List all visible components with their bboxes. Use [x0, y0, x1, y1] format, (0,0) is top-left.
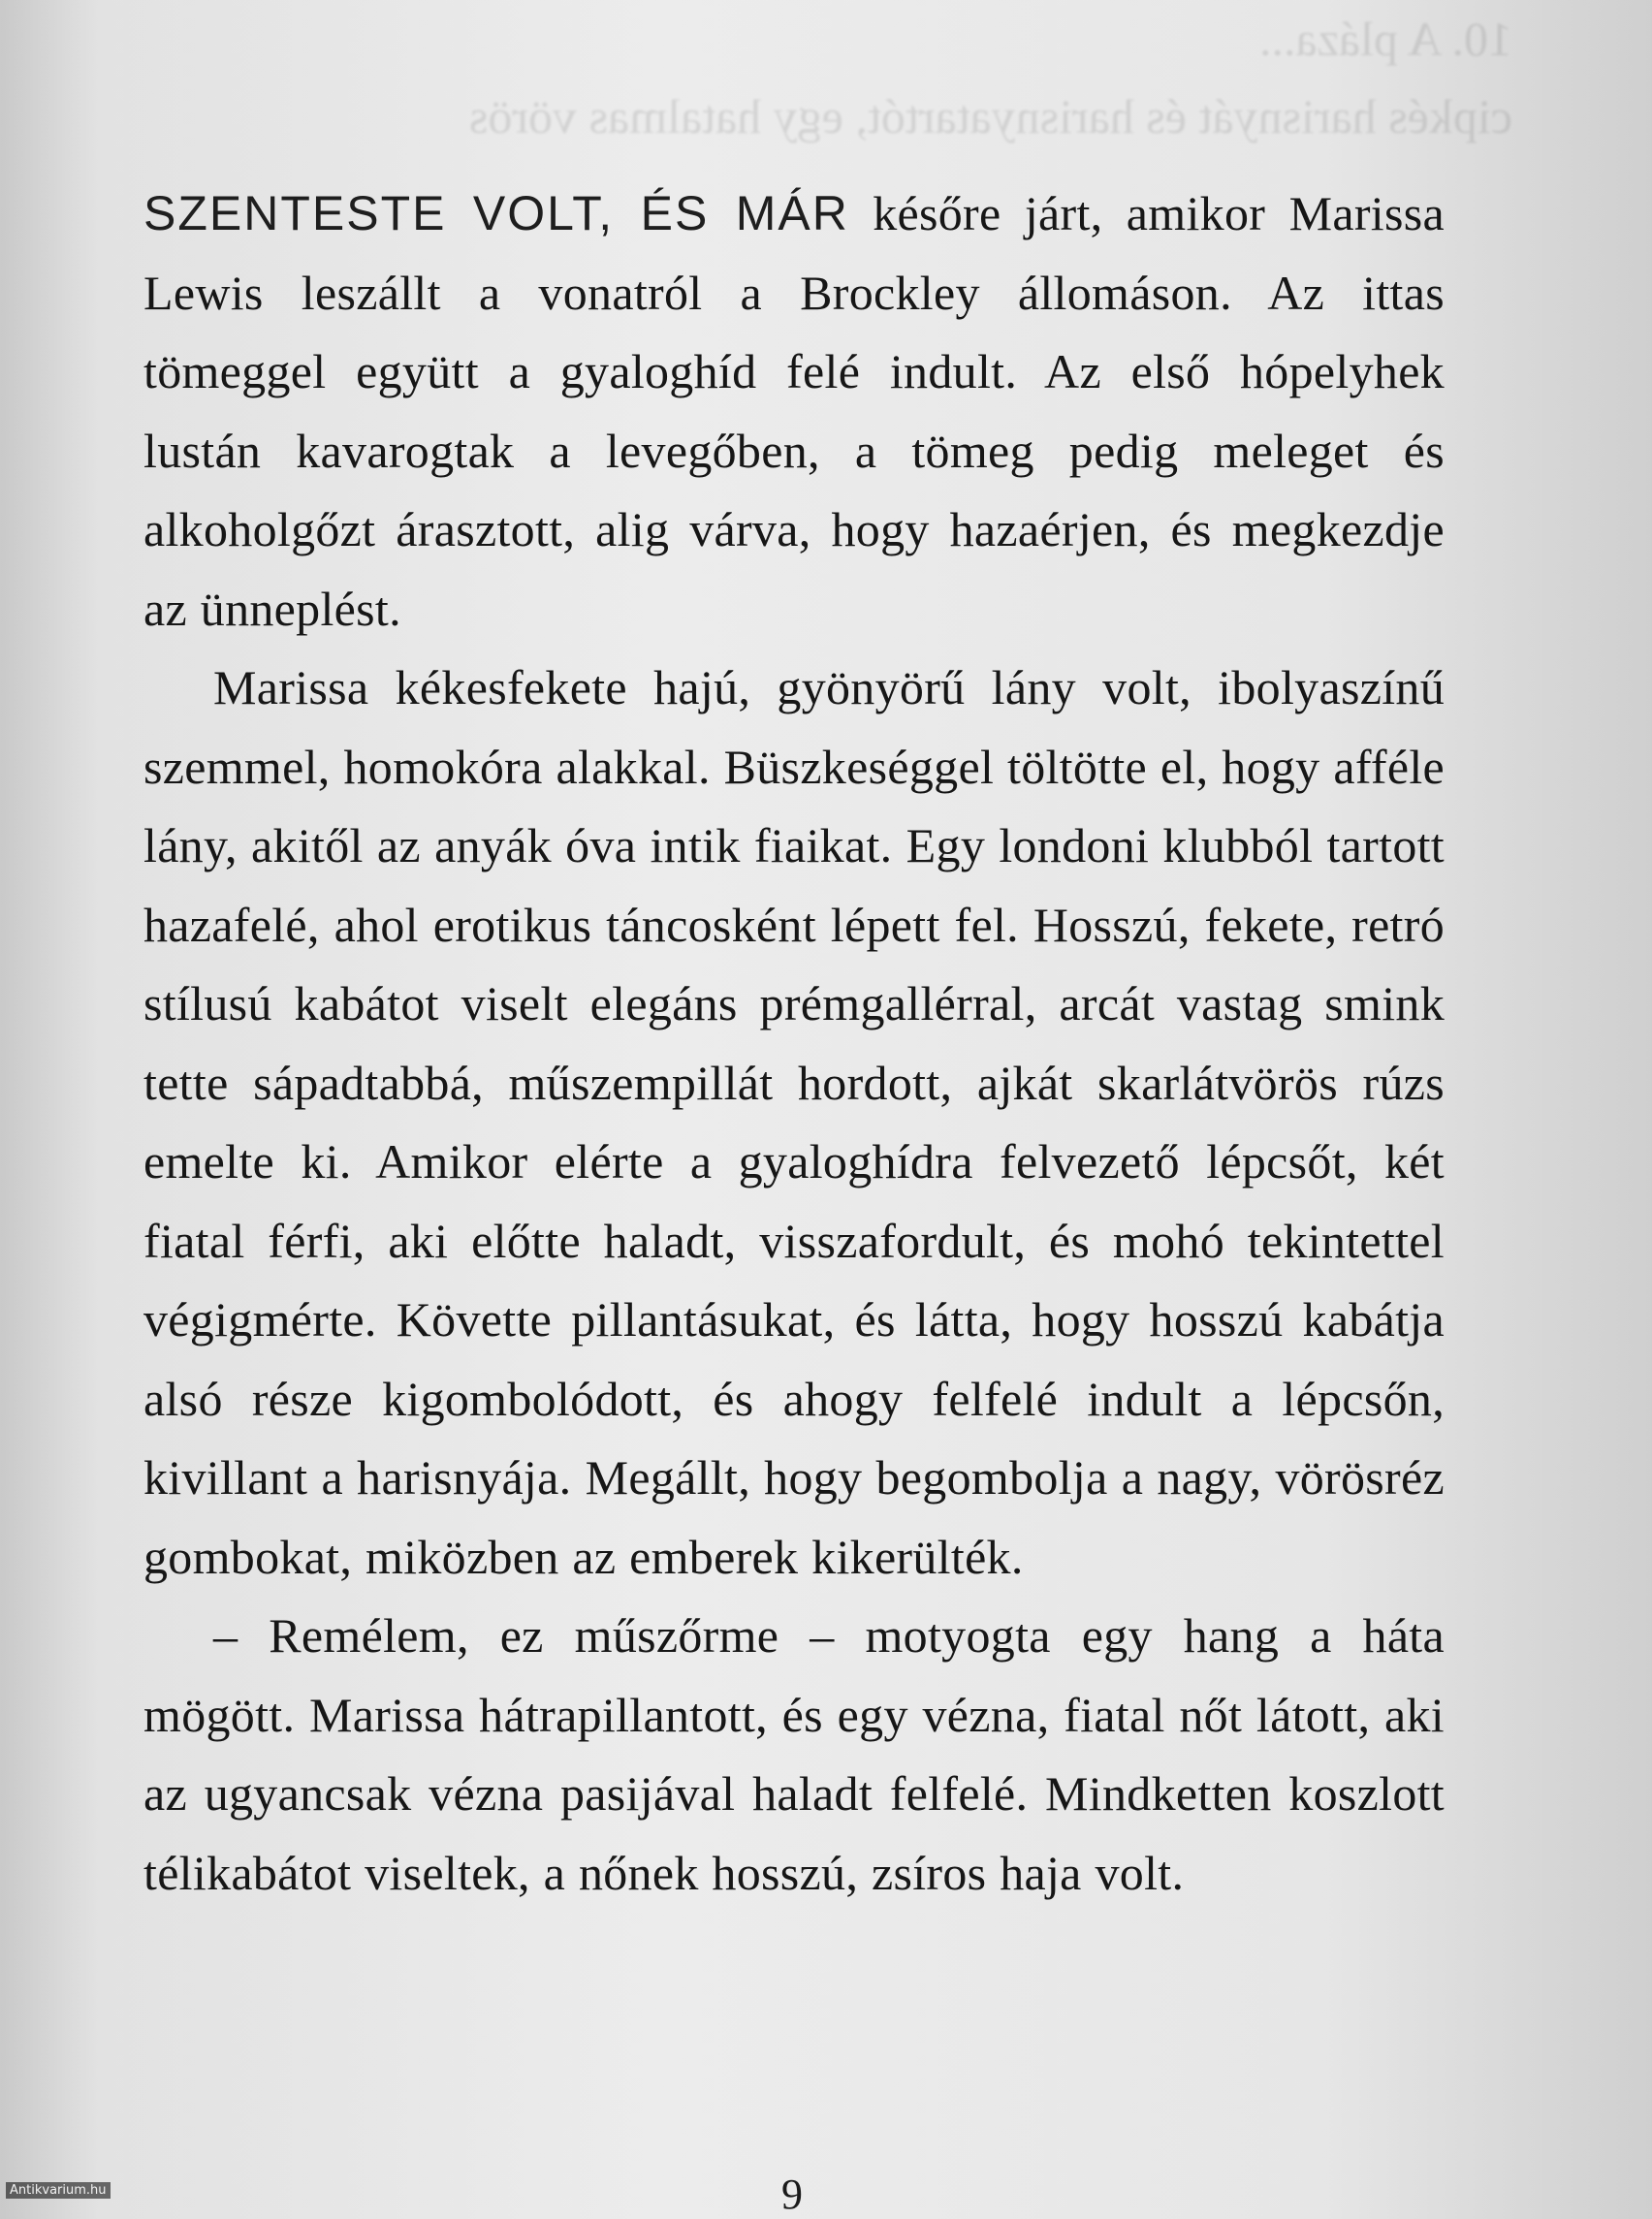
paragraph-1: [143, 174, 1445, 649]
bleed-through-line: cipkés harisnyát és harisnyatartót, egy hatalmas vörös: [468, 89, 1512, 143]
paragraph-2: Marissa kékesfekete hajú, gyönyörű lány volt, ibolyaszínű szemmel, homokóra alakkal. Büszkeséggel töltötte el, hogy afféle lány, akitől az anyák óva intik fiaikat. Egy londoni klubból tartott hazafelé, ahol erotikus táncosként lépett fel. Hosszú, fekete, retró stílusú kabátot viselt elegáns prémgallérral, arcát vastag smink tette sápadtabbá, műszempillát hordott, ajkát skarlátvörös rúzs emelte ki. Amikor elérte a gyaloghídra felvezető lépcsőt, két fiatal férfi, aki előtte haladt, visszafordult, és mohó tekintettel végigmérte. Követte pillantásukat, és látta, hogy hosszú kabátja alsó része kigombolódott, és ahogy felfelé indult a lépcsőn, kivillant a harisnyája. Megállt, hogy begombolja a nagy, vörösréz gombokat, miközben az emberek kikerülték.: [143, 660, 1445, 1584]
paragraph-1-text: későre járt, amikor Marissa Lewis leszállt a vonatról a Brockley állomáson. Az ittas tömeggel együtt a gyaloghíd felé indult. Az első hópelyhek lustán kavarogtak a levegőben, a tömeg pedig meleget és alkoholgőzt árasztott, alig várva, hogy hazaérjen, és megkezdje az ünneplést.: [143, 186, 1445, 636]
bleed-through-text: [136, 0, 1512, 165]
paragraph-3: – Remélem, ez műszőrme – motyogta egy hang a háta mögött. Marissa hátrapillantott, és egy vézna, fiatal nőt látott, aki az ugyancsak vézna pasijával haladt felfelé. Mindketten koszlott télikabátot viseltek, a nőnek hosszú, zsíros haja volt.: [143, 1608, 1445, 1900]
watermark: Antikvarium.hu: [6, 2182, 111, 2199]
page-number: 9: [781, 2171, 803, 2218]
page-body: [143, 174, 1445, 1913]
bleed-through-line: 10. A pláza...: [1258, 12, 1512, 66]
opening-small-caps: SZENTESTE VOLT, ÉS MÁR: [143, 186, 849, 240]
